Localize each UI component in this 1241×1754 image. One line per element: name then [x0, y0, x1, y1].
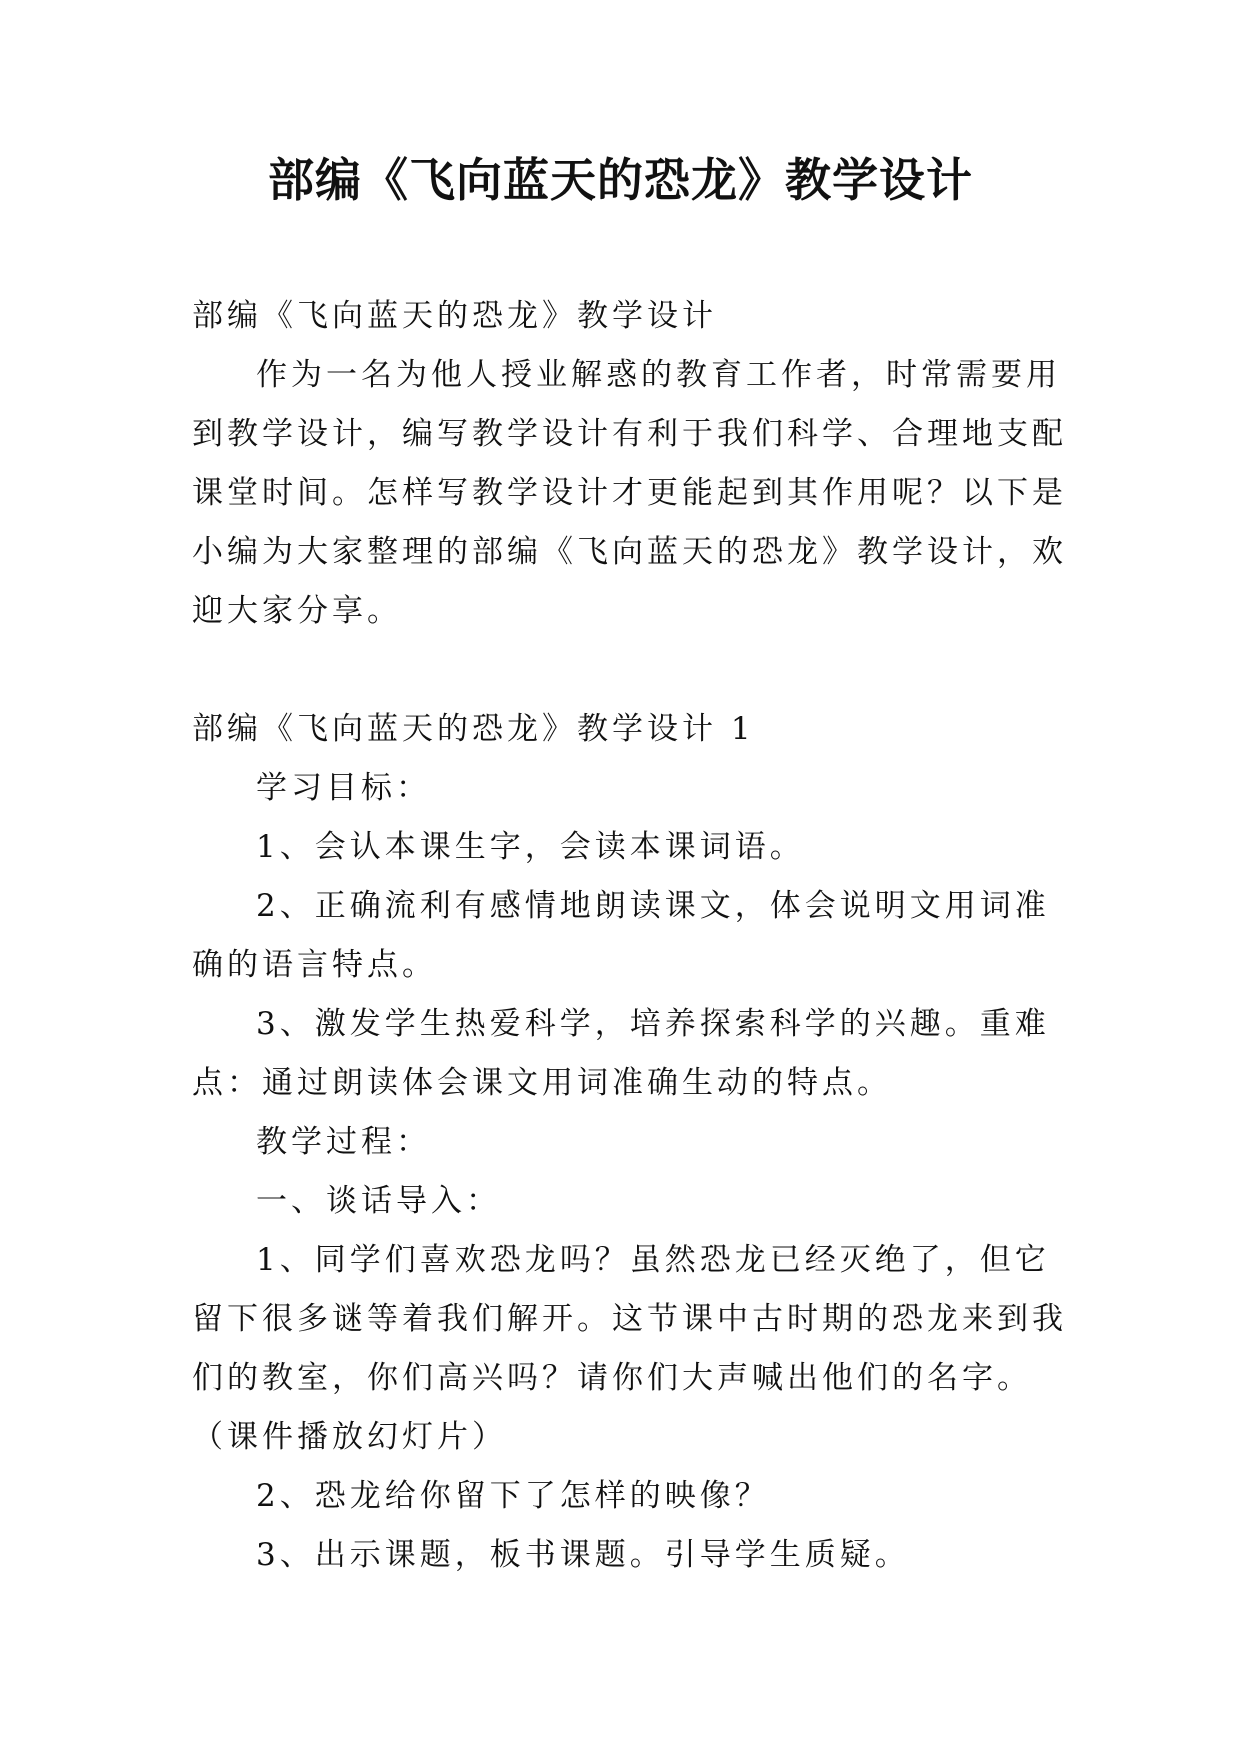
step-item-1: 1、同学们喜欢恐龙吗？虽然恐龙已经灭绝了，但它留下很多谜等着我们解开。这节课中古时期的恐龙来到我们的教室，你们高兴吗？请你们大声喊出他们的名字。（课件播放幻灯片）	[192, 1242, 1067, 1455]
goal-item-3: 3、激发学生热爱科学，培养探索科学的兴趣。重难点：通过朗读体会课文用词准确生动的特点。	[192, 1006, 1050, 1101]
learning-goals-label: 学习目标：	[256, 770, 431, 806]
step-item-3: 3、出示课题，板书课题。引导学生质疑。	[256, 1537, 910, 1573]
step-heading-1: 一、谈话导入：	[256, 1183, 501, 1219]
document-title: 部编《飞向蓝天的恐龙》教学设计	[268, 153, 973, 207]
section-spacer	[192, 641, 1072, 700]
step-item-2: 2、恐龙给你留下了怎样的映像？	[256, 1478, 770, 1514]
document-body	[192, 287, 1072, 1585]
teaching-process-label: 教学过程：	[256, 1124, 431, 1160]
goal-item-2: 2、正确流利有感情地朗读课文，体会说明文用词准确的语言特点。	[192, 888, 1050, 983]
section-heading: 部编《飞向蓝天的恐龙》教学设计 1	[192, 711, 755, 747]
intro-paragraph: 作为一名为他人授业解惑的教育工作者，时常需要用到教学设计，编写教学设计有利于我们科学、合理地支配课堂时间。怎样写教学设计才更能起到其作用呢？以下是小编为大家整理的部编《飞向蓝天的恐龙》教学设计，欢迎大家分享。	[192, 357, 1067, 629]
goal-item-1: 1、会认本课生字，会读本课词语。	[256, 829, 805, 865]
intro-heading: 部编《飞向蓝天的恐龙》教学设计	[192, 298, 717, 334]
